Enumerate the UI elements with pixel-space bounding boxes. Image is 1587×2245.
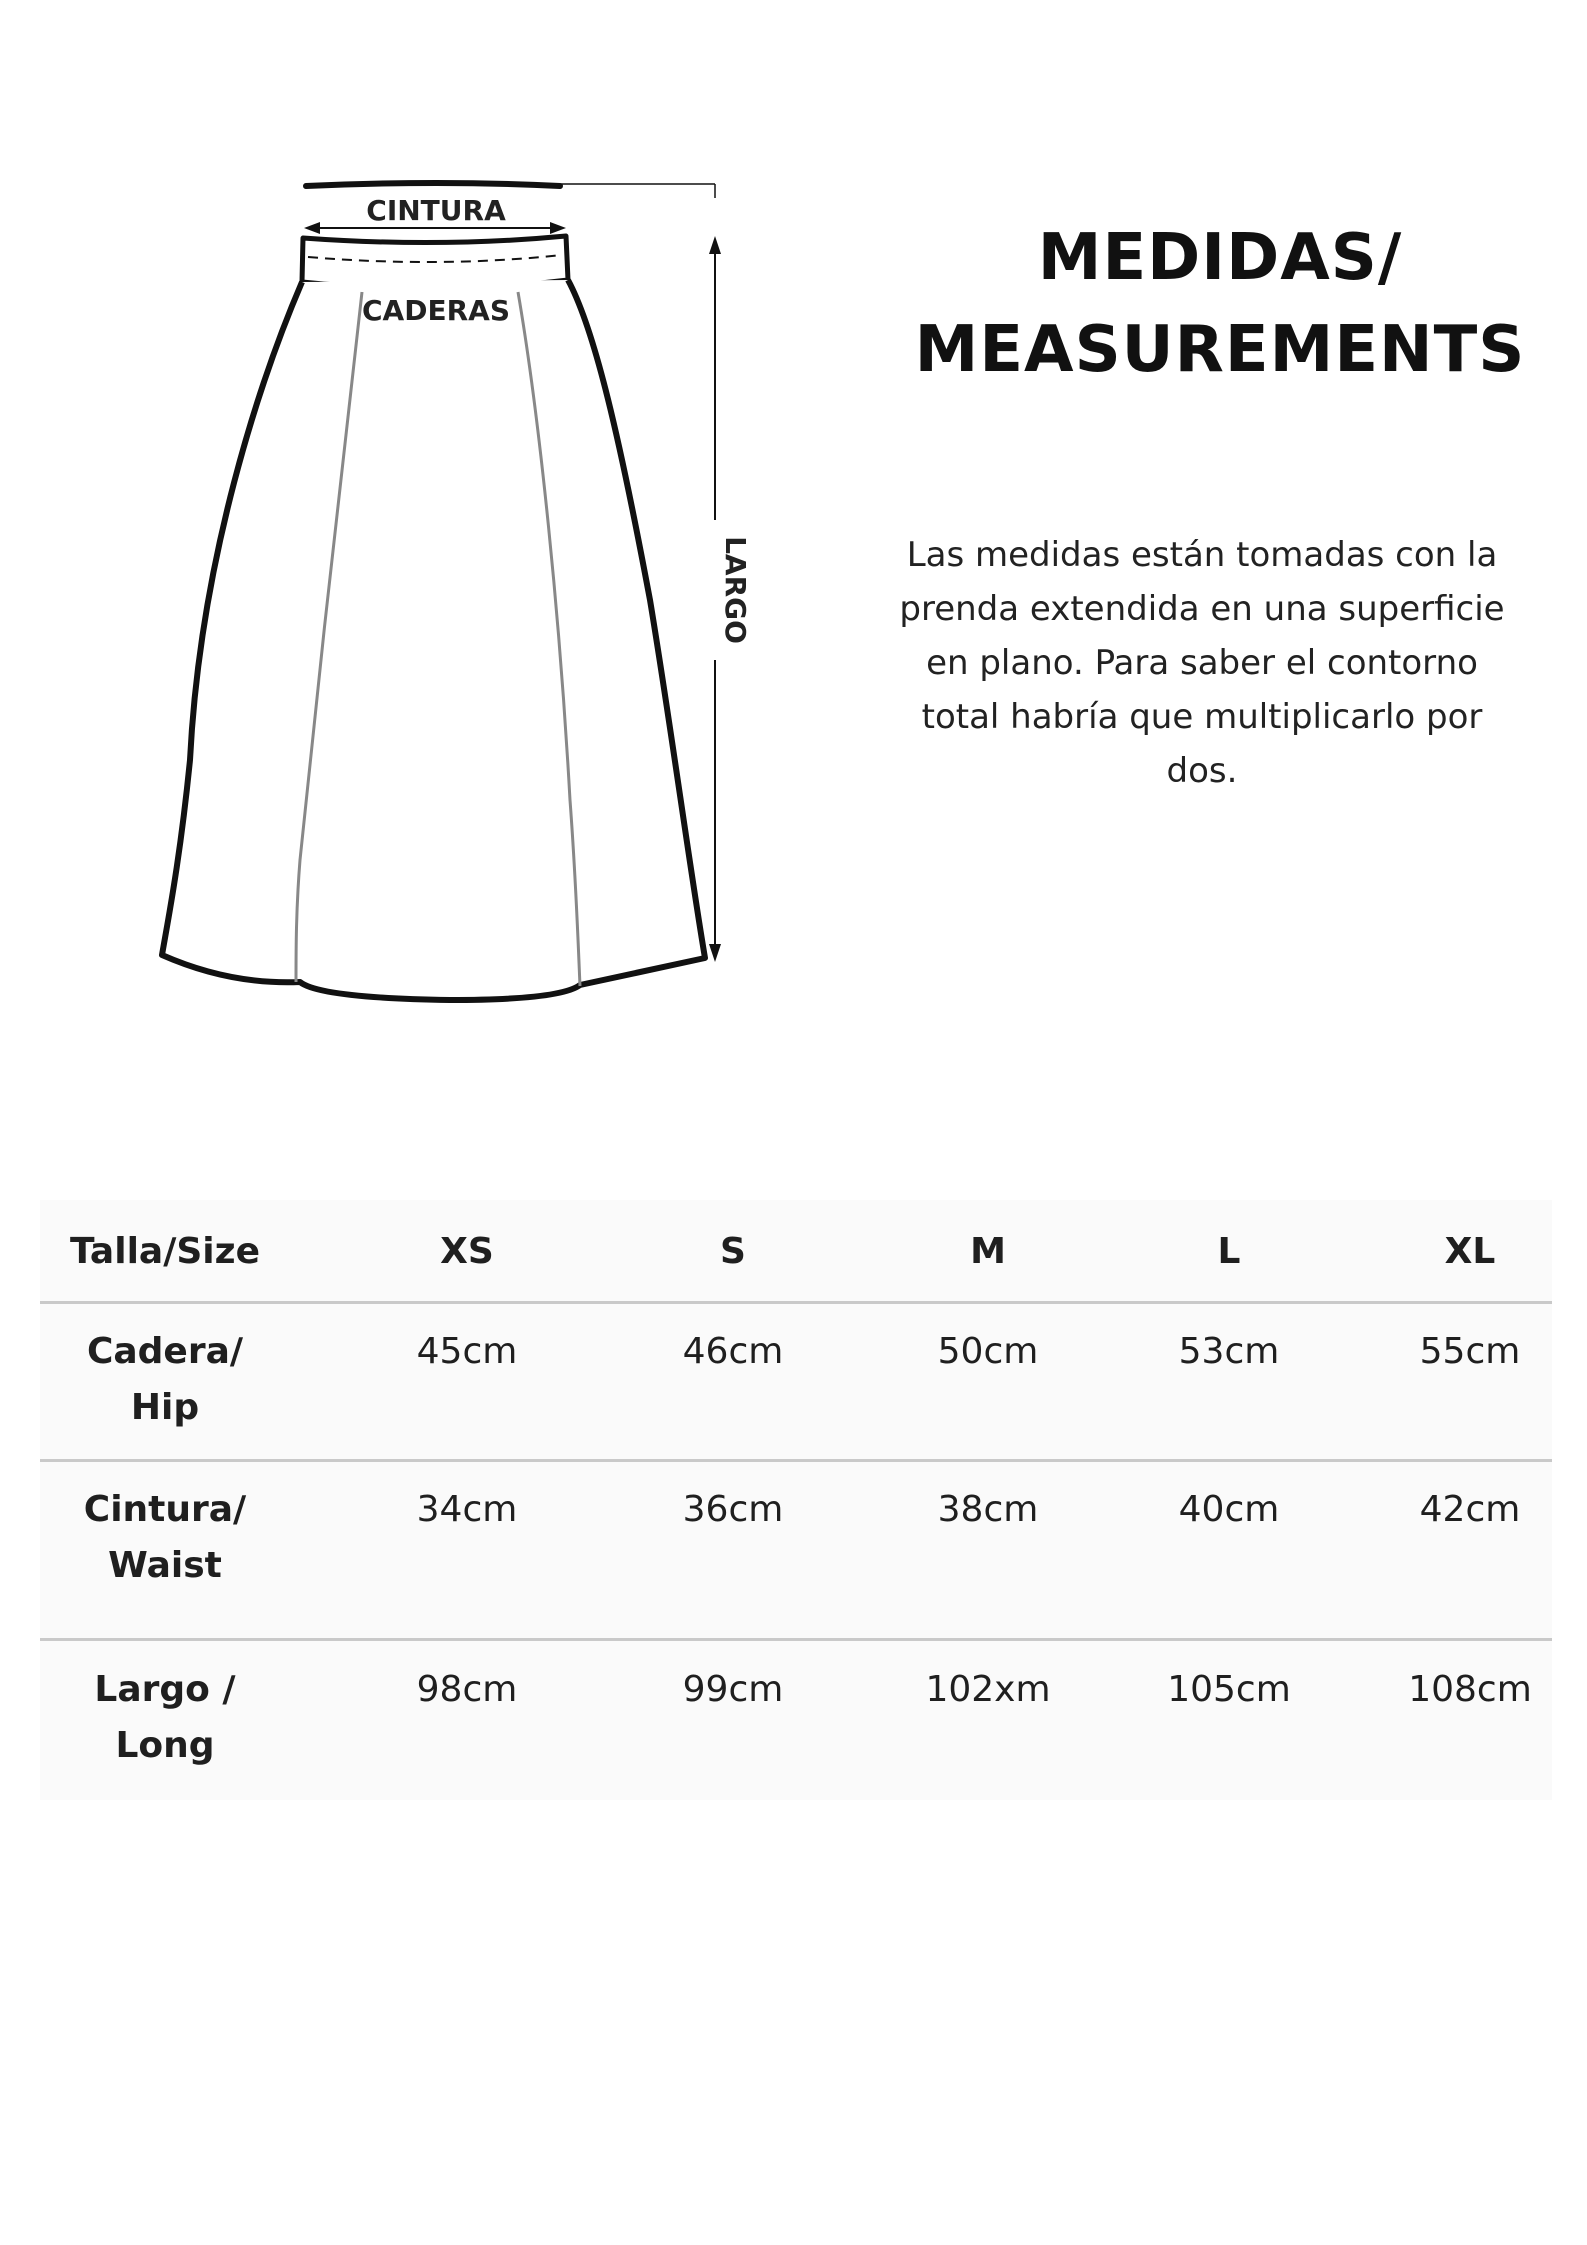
waistband-stitching (308, 255, 562, 262)
length-xs: 98cm (416, 1669, 518, 1710)
waist-xl: 42cm (1419, 1489, 1521, 1530)
description-line: dos. (1166, 751, 1238, 791)
page-title (900, 212, 1540, 396)
title-line-2: MEASUREMENTS (914, 313, 1526, 387)
size-table (40, 1200, 1552, 1800)
waist-top-bar (306, 183, 560, 186)
table-divider (40, 1459, 1552, 1462)
table-header-row (40, 1224, 1552, 1280)
description-line: Las medidas están tomadas con la (906, 535, 1498, 575)
header-size-xl: XL (1444, 1231, 1496, 1272)
waist-l: 40cm (1178, 1489, 1280, 1530)
hip-l: 53cm (1178, 1331, 1280, 1372)
header-size-m: M (970, 1231, 1006, 1272)
skirt-measurement-diagram (0, 0, 800, 1060)
hip-s: 46cm (682, 1331, 784, 1372)
table-row (40, 1324, 1552, 1444)
skirt-outline (162, 280, 705, 1000)
length-l: 105cm (1167, 1669, 1291, 1710)
title-line-1: MEDIDAS/ (1037, 221, 1403, 295)
waist-xs: 34cm (416, 1489, 518, 1530)
length-m: 102xm (925, 1669, 1051, 1710)
waist-label: CINTURA (366, 194, 506, 227)
length-label: LARGO (719, 536, 752, 644)
hip-xs: 45cm (416, 1331, 518, 1372)
length-s: 99cm (682, 1669, 784, 1710)
length-xl: 108cm (1408, 1669, 1532, 1710)
row-label-waist: Cintura/ Waist (83, 1489, 247, 1586)
header-size-l: L (1217, 1231, 1241, 1272)
waist-s: 36cm (682, 1489, 784, 1530)
row-label-length: Largo / Long (94, 1669, 236, 1766)
measurement-description (872, 528, 1532, 798)
header-size-xs: XS (440, 1231, 494, 1272)
header-size-s: S (720, 1231, 746, 1272)
description-line: prenda extendida en una superficie (899, 589, 1505, 629)
hips-label: CADERAS (362, 294, 510, 327)
table-divider (40, 1638, 1552, 1641)
table-row (40, 1662, 1552, 1782)
hip-xl: 55cm (1419, 1331, 1521, 1372)
table-row (40, 1482, 1552, 1602)
waist-m: 38cm (937, 1489, 1039, 1530)
header-size-label: Talla/Size (70, 1231, 260, 1272)
description-line: total habría que multiplicarlo por (921, 697, 1483, 737)
hip-m: 50cm (937, 1331, 1039, 1372)
description-line: en plano. Para saber el contorno (926, 643, 1478, 683)
row-label-hip: Cadera/ Hip (86, 1331, 244, 1428)
table-divider (40, 1301, 1552, 1304)
